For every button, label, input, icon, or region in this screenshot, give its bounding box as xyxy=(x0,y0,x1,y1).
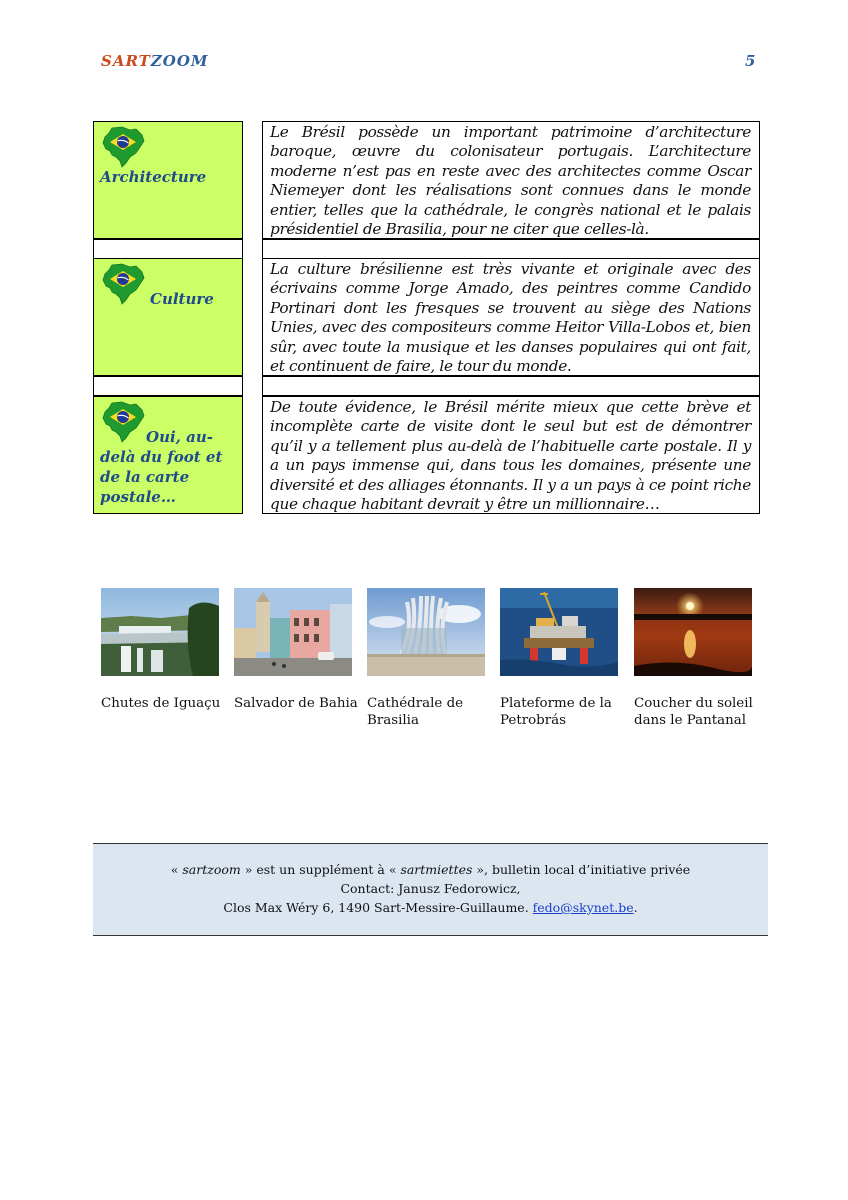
section-text-architecture: Le Brésil possède un important patrimoine d’architecture baroque, œuvre du colonisateur portugais. L’architecture moderne n’est pas en reste avec des architectes comme Oscar Niemeyer dont les réalisations sont connues dans le monde entier, telles que la cathédrale, le congrès national et le palais présidentiel de Brasilia, pour ne citer que celles-là. xyxy=(270,123,751,239)
header-logo xyxy=(101,52,209,70)
caption-line: Salvador de Bahia xyxy=(234,696,358,711)
caption-line: Petrobrás xyxy=(500,713,567,728)
footer-period: . xyxy=(633,900,638,915)
footer-end-text: », bulletin local d’initiative privée xyxy=(472,862,691,877)
section-label-cell-architecture xyxy=(93,121,243,239)
photo-petrobras-platform xyxy=(500,588,618,676)
spacer-cell-right xyxy=(262,376,760,396)
page-number: 5 xyxy=(745,52,756,70)
footer-name-sartmiettes: sartmiettes xyxy=(400,862,473,877)
footer-box xyxy=(93,843,768,936)
logo-zoom: ZOOM xyxy=(150,52,209,70)
photo-iguacu-falls xyxy=(101,588,219,676)
section-label-beyond-line-3: de la carte xyxy=(100,468,190,486)
section-text-beyond: De toute évidence, le Brésil mérite mieux que cette brève et incomplète carte de visite dont le seul but est de démontrer qu’il y a tellement plus au-delà de l’habituelle carte postale. Il y a un pays immense qui, dans tous les domaines, présente une diversité et des alliages étonnants. Il y a un pays à ce point riche que chaque habitant devrait y être un millionnaire… xyxy=(270,398,751,514)
caption-line: dans le Pantanal xyxy=(634,713,747,728)
section-text-cell-architecture xyxy=(262,121,760,239)
footer-middle-text: » est un supplément à « xyxy=(240,862,401,877)
brazil-map-flag-icon xyxy=(100,400,146,444)
caption-line: Coucher du soleil xyxy=(634,696,753,711)
spacer-cell-left xyxy=(93,239,243,259)
section-label-cell-culture xyxy=(93,258,243,376)
footer-line-3 xyxy=(93,898,768,917)
caption-line: Chutes de Iguaçu xyxy=(101,696,221,711)
photo-caption-cathedral xyxy=(367,695,493,729)
photo-pantanal-sunset xyxy=(634,588,752,676)
spacer-cell-right xyxy=(262,239,760,259)
photo-caption-pantanal xyxy=(634,695,760,729)
caption-line: Plateforme de la xyxy=(500,696,612,711)
section-label-beyond-line-2: delà du foot et xyxy=(100,448,223,466)
section-label-beyond-line-1: Oui, au- xyxy=(146,428,213,446)
footer-line-1 xyxy=(93,860,768,879)
section-label-culture: Culture xyxy=(150,290,214,308)
footer-quote-open: « xyxy=(170,862,183,877)
spacer-cell-left xyxy=(93,376,243,396)
section-label-beyond-line-4: postale… xyxy=(100,488,176,506)
brazil-map-flag-icon xyxy=(100,125,146,169)
photo-caption-iguacu xyxy=(101,695,227,712)
photo-salvador-bahia xyxy=(234,588,352,676)
caption-line: Cathédrale de xyxy=(367,696,464,711)
caption-line: Brasilia xyxy=(367,713,419,728)
footer-address: Clos Max Wéry 6, 1490 Sart-Messire-Guillaume. xyxy=(223,900,533,915)
section-text-cell-culture xyxy=(262,258,760,376)
footer-contact: Contact: Janusz Fedorowicz, xyxy=(340,881,521,896)
section-label-cell-beyond xyxy=(93,396,243,514)
brazil-map-flag-icon xyxy=(100,262,146,306)
section-text-cell-beyond xyxy=(262,396,760,514)
footer-name-sartzoom: sartzoom xyxy=(182,862,241,877)
photo-caption-salvador xyxy=(234,695,360,712)
logo-sart: SART xyxy=(101,52,151,70)
photo-caption-petrobras xyxy=(500,695,626,729)
footer-email-link[interactable]: fedo@skynet.be xyxy=(532,900,634,915)
section-text-culture: La culture brésilienne est très vivante et originale avec des écrivains comme Jorge Amado, des peintres comme Candido Portinari dont les fresques se trouvent au siège des Nations Unies, avec des compositeurs comme Heitor Villa-Lobos et, bien sûr, avec toute la musique et les danses populaires qui ont fait, et continuent de faire, le tour du monde. xyxy=(270,260,751,376)
section-label-architecture: Architecture xyxy=(100,168,207,186)
photo-brasilia-cathedral xyxy=(367,588,485,676)
